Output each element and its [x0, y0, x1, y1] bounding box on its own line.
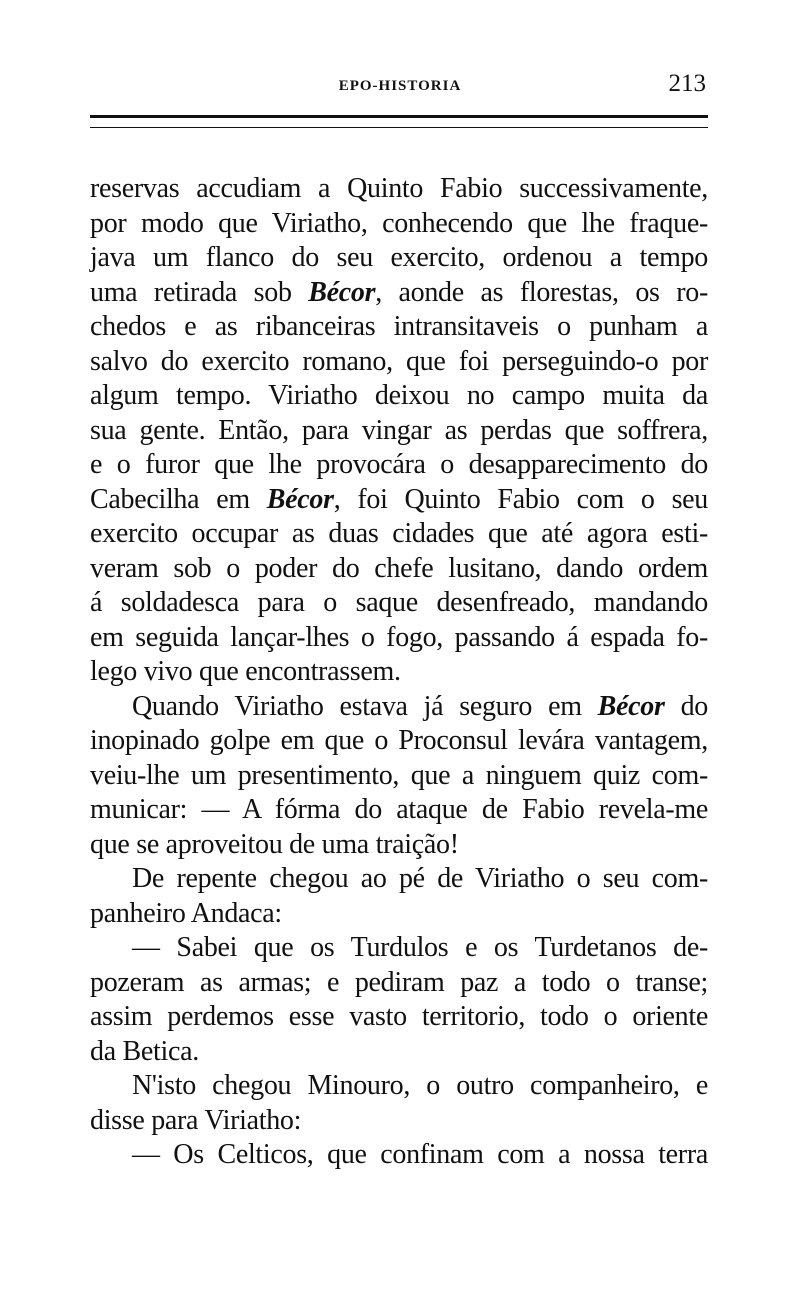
text-line: municar: — A fórma do ataque de Fabio revela-me	[90, 794, 708, 825]
page-number: 213	[668, 70, 706, 97]
text-line: uma retirada sob Bécor, aonde as florestas, os ro-	[90, 276, 708, 308]
text-line: veiu-lhe um presentimento, que a ninguem quiz com-	[90, 759, 708, 791]
place-name-becor: Bécor	[597, 690, 665, 722]
text-line: e o furor que lhe provocára o desapparecimento do	[90, 449, 708, 480]
text-line: salvo do exercito romano, que foi perseguindo-o por	[90, 345, 708, 377]
text-line: inopinado golpe em que o Proconsul levára vantagem,	[90, 725, 708, 756]
text-line: exercito occupar as duas cidades que até agora esti-	[90, 518, 708, 549]
text-line: á soldadesca para o saque desenfreado, mandando	[90, 587, 708, 618]
text-line: Quando Viriatho estava já seguro em Bécor do	[132, 690, 708, 722]
text-line: da Betica.	[90, 1035, 199, 1067]
text-line: N'isto chegou Minouro, o outro companheiro, e	[132, 1070, 708, 1101]
text-line: assim perdemos esse vasto territorio, todo o oriente	[90, 1001, 708, 1032]
text-line: — Os Celticos, que confinam com a nossa terra	[132, 1139, 708, 1170]
text-line: pozeram as armas; e pediram paz a todo o transe;	[90, 966, 708, 998]
running-head	[90, 66, 710, 106]
header-rule-thick	[90, 115, 708, 118]
text-line: lego vivo que encontrassem.	[90, 656, 401, 687]
text-line: em seguida lançar-lhes o fogo, passando á espada fo-	[90, 621, 708, 653]
running-title: EPO-HISTORIA	[338, 78, 462, 94]
text-line: disse para Viriatho:	[90, 1104, 302, 1136]
text-line: chedos e as ribanceiras intransitaveis o punham a	[90, 311, 708, 342]
text-line: veram sob o poder do chefe lusitano, dando ordem	[90, 552, 708, 584]
text-line: De repente chegou ao pé de Viriatho o seu com-	[132, 863, 708, 894]
text-line: Cabecilha em Bécor, foi Quinto Fabio com o seu	[90, 483, 708, 515]
text-line: algum tempo. Viriatho deixou no campo muita da	[90, 380, 708, 411]
text-line: — Sabei que os Turdulos e os Turdetanos de-	[132, 932, 708, 963]
place-name-becor: Bécor	[266, 483, 334, 515]
text-line: sua gente. Então, para vingar as perdas que soffrera,	[90, 414, 708, 446]
text-line: panheiro Andaca:	[90, 897, 282, 929]
text-line: por modo que Viriatho, conhecendo que lhe fraque-	[90, 207, 708, 239]
place-name-becor: Bécor	[308, 276, 376, 308]
text-line: que se aproveitou de uma traição!	[90, 828, 459, 860]
header-rule-thin	[90, 127, 708, 128]
text-line: java um flanco do seu exercito, ordenou a tempo	[90, 242, 708, 273]
body-text	[90, 172, 708, 1173]
text-line: reservas accudiam a Quinto Fabio successivamente,	[90, 173, 708, 204]
